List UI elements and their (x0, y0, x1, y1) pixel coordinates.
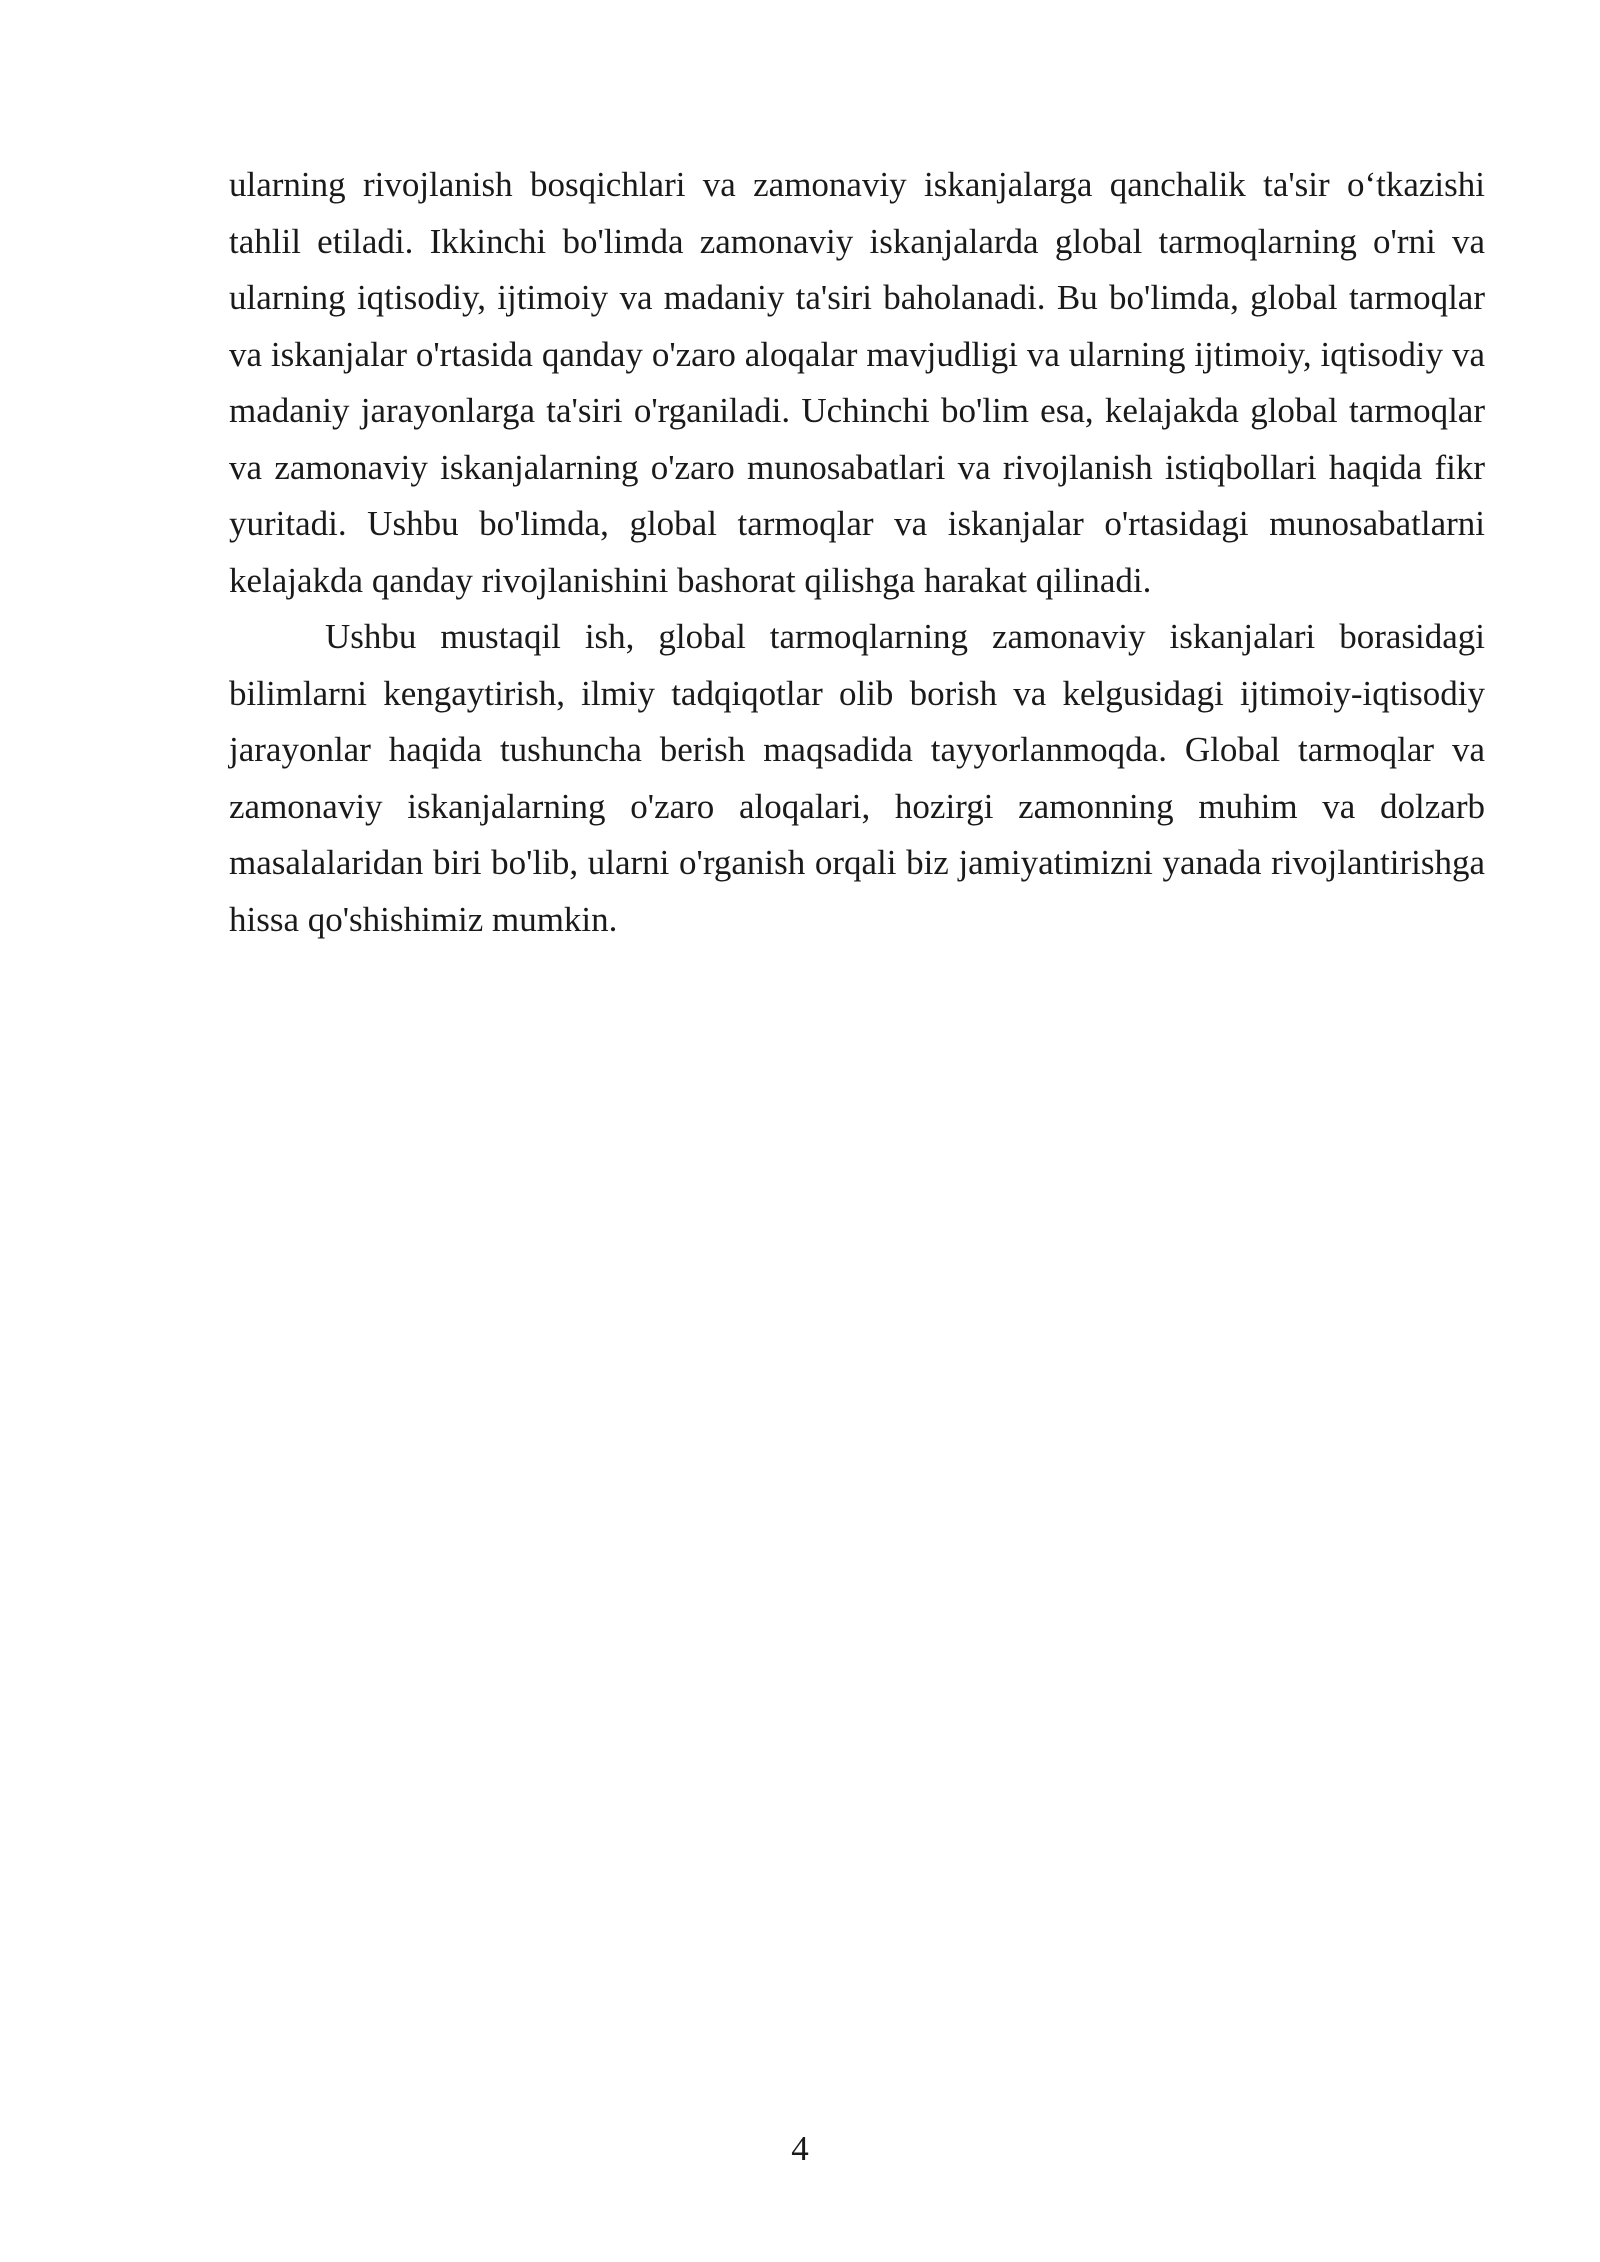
document-body (229, 157, 1485, 948)
paragraph-continued: ularning rivojlanish bosqichlari va zamonaviy iskanjalarga qanchalik ta'sir o‘tkazishi tahlil etiladi. Ikkinchi bo'limda zamonaviy iskanjalarda global tarmoqlarning o'rni va ularning iqtisodiy, ijtimoiy va madaniy ta'siri baholanadi. Bu bo'limda, global tarmoqlar va iskanjalar o'rtasida qanday o'zaro aloqalar mavjudligi va ularning ijtimoiy, iqtisodiy va madaniy jarayonlarga ta'siri o'rganiladi. Uchinchi bo'lim esa, kelajakda global tarmoqlar va zamonaviy iskanjalarning o'zaro munosabatlari va rivojlanish istiqbollari haqida fikr yuritadi. Ushbu bo'limda, global tarmoqlar va iskanjalar o'rtasidagi munosabatlarni kelajakda qanday rivojlanishini bashorat qilishga harakat qilinadi. (229, 165, 1485, 600)
page-number: 4 (791, 2129, 809, 2168)
paragraph: Ushbu mustaqil ish, global tarmoqlarning zamonaviy iskanjalari borasidagi bilimlarni kengaytirish, ilmiy tadqiqotlar olib borish va kelgusidagi ijtimoiy-iqtisodiy jarayonlar haqida tushuncha berish maqsadida tayyorlanmoqda. Global tarmoqlar va zamonaviy iskanjalarning o'zaro aloqalari, hozirgi zamonning muhim va dolzarb masalalaridan biri bo'lib, ularni o'rganish orqali biz jamiyatimizni yanada rivojlantirishga hissa qo'shishimiz mumkin. (229, 617, 1485, 939)
